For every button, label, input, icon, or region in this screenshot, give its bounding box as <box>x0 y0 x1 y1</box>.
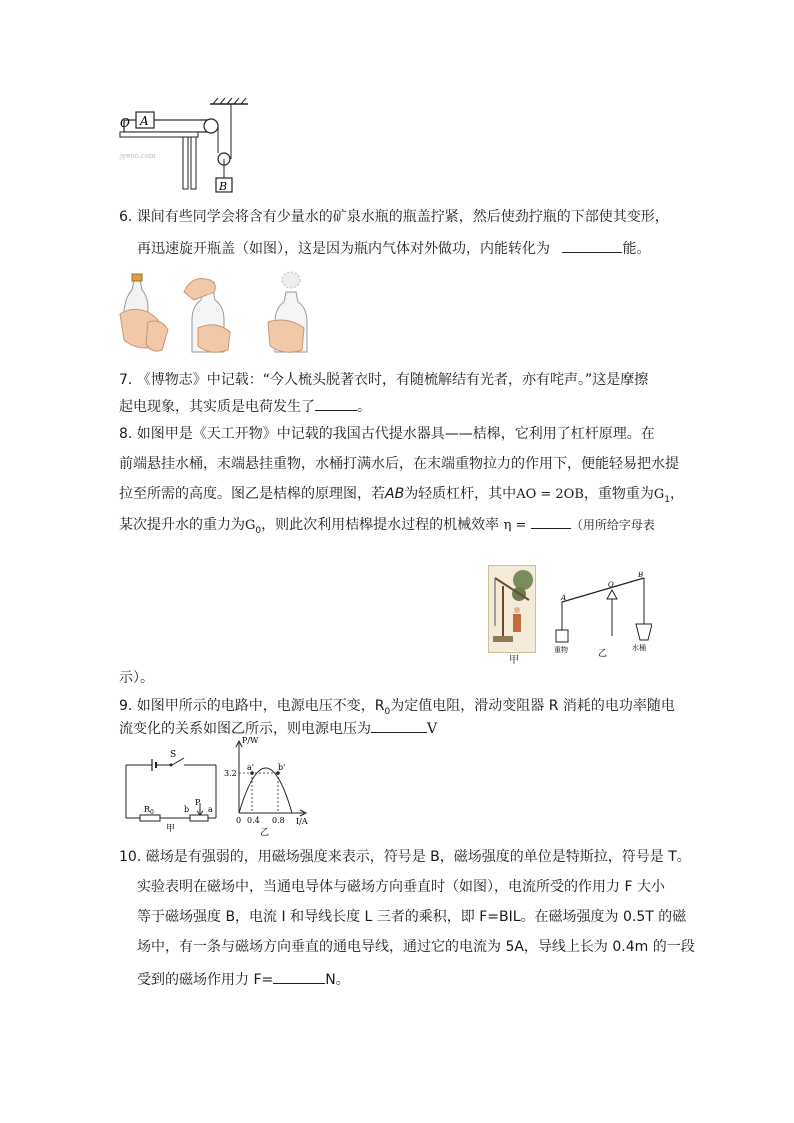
q7-line2 <box>119 396 371 417</box>
q10-answer-blank[interactable] <box>273 969 325 984</box>
q6-line2-text: 再迅速旋开瓶盖（如图），这是因为瓶内气体对外做功，内能转化为 <box>137 241 550 257</box>
q8-line3 <box>119 484 684 510</box>
q8-line4-d: ，则此次利用桔槔提水过程的机械效率 <box>261 517 500 533</box>
lever-diagram <box>552 572 652 660</box>
bucket-label: 水桶 <box>632 644 646 652</box>
q8-g0: G <box>245 518 256 533</box>
axis-i-label: I/A <box>296 817 308 826</box>
switch-label: S <box>170 750 177 760</box>
q8-g1-sub: 1 <box>664 494 670 505</box>
q8-g0-sub: 0 <box>255 525 262 536</box>
tick-0-8: 0.8 <box>272 816 285 825</box>
point-b-label: b <box>184 805 190 814</box>
power-current-graph <box>222 735 322 837</box>
q8-eta: η = <box>503 518 527 533</box>
q9-line1-b: 为定值电阻，滑动变阻器 R 消耗的电功率随电 <box>390 698 675 714</box>
point-b-prime: b' <box>278 763 286 772</box>
circuit-diagram <box>120 745 220 835</box>
q10-line1: 10. 磁场是有强弱的，用磁场强度来表示，符号是 B，磁场强度的单位是特斯拉，符号是 T。 <box>119 849 691 865</box>
q6-answer-blank[interactable] <box>562 238 622 253</box>
circuit-jia-label: 甲 <box>166 824 176 834</box>
tick-0-4: 0.4 <box>247 816 260 825</box>
q10-line2: 实验表明在磁场中，当通电导体与磁场方向垂直时（如图），电流所受的作用力 F 大小 <box>137 879 665 895</box>
r0-label: $R_0$ <box>144 805 154 816</box>
q10-line4: 场中，有一条与磁场方向垂直的通电导线，通过它的电流为 5A，导线上长为 0.4m 的一段 <box>137 939 695 955</box>
q8-line4-a: 某次提升水的重力为 <box>119 517 245 533</box>
q8-line5: 示）。 <box>119 670 154 686</box>
q6-line2 <box>137 238 650 259</box>
point-a-prime: a' <box>247 763 254 772</box>
q9-line2-a: 流变化的关系如图乙所示，则电源电压为 <box>119 721 371 737</box>
axis-p-label: P/W <box>242 736 259 745</box>
q7-line2-text: 起电现象，其实质是电荷发生了 <box>119 399 315 415</box>
lever-a-label: A <box>561 594 567 602</box>
q7-answer-blank[interactable] <box>315 396 357 411</box>
point-a-label: a <box>208 805 213 814</box>
q9-r0-sub: 0 <box>384 706 391 717</box>
bottle-illustrations <box>118 270 323 356</box>
q7-line2-end: 。 <box>357 399 371 415</box>
q8-line1: 8. 如图甲是《天工开物》中记载的我国古代提水器具——桔槔，它利用了杠杆原理。在 <box>119 426 655 442</box>
graph-yi-label: 乙 <box>260 828 270 837</box>
weight-label: 重物 <box>554 646 568 654</box>
q8-answer-blank[interactable] <box>531 514 571 529</box>
q10-line3: 等于磁场强度 B，电流 I 和导线长度 L 三者的乘积，即 F=BIL。在磁场强度为 0.5T 的磁 <box>137 909 687 925</box>
lever-o-label: O <box>608 581 614 589</box>
q8-line3-h: ， <box>670 486 684 502</box>
tick-3-2: 3.2 <box>224 769 237 778</box>
q7-line1: 7. 《博物志》中记载：“今人梳头脱著衣时，有随梳解结有光者，亦有咤声。”这是摩擦 <box>119 372 649 388</box>
well-sweep-illustration <box>488 565 536 653</box>
fig-jia-label: 甲 <box>509 655 519 666</box>
q8-line3-a: 拉至所需的高度。图乙是桔槔的原理图，若 <box>119 486 385 502</box>
q8-g1: G <box>653 487 665 502</box>
q8-line3-c: 为轻质杠杆，其中 <box>404 486 517 502</box>
lever-b-label: B <box>638 572 644 579</box>
q9-answer-blank[interactable] <box>371 718 427 733</box>
q8-line3-e: ，重物重为 <box>583 486 654 502</box>
watermark: jyeoo.com <box>120 152 156 160</box>
q9-unit: V <box>427 721 438 737</box>
q8-line4 <box>119 514 655 541</box>
tick-0: 0 <box>236 816 242 825</box>
q10-line5-b: N。 <box>325 972 350 988</box>
twisted-bottle-image <box>120 274 168 351</box>
pulley-figure <box>118 96 258 198</box>
q8-line2: 前端悬挂水桶，末端悬挂重物，水桶打满水后，在末端重物拉力的作用下，便能轻易把水提 <box>119 456 679 472</box>
fig-yi-label: 乙 <box>598 649 608 659</box>
mist-bottle-image <box>268 272 307 352</box>
q6-line2-end: 能。 <box>622 241 651 257</box>
q8-line3-ab: AB <box>385 486 405 502</box>
cap-opening-image <box>184 279 230 353</box>
q10-line5 <box>137 969 350 990</box>
block-b-label: B <box>219 180 228 193</box>
block-a-label: A <box>140 114 149 128</box>
q8-line3-ratio: AO = 2OB <box>516 487 584 502</box>
q8-line4-f: （用所给字母表 <box>570 518 655 532</box>
q6-line1: 6. 课间有些同学会将含有少量水的矿泉水瓶的瓶盖拧紧，然后使劲拧瓶的下部使其变形， <box>119 209 669 225</box>
q10-line5-a: 受到的磁场作用力 F= <box>137 972 274 988</box>
point-o-label: O <box>120 116 130 130</box>
q9-line1-a: 9. 如图甲所示的电路中，电源电压不变，R <box>119 698 385 714</box>
slider-p-label: P <box>195 798 201 807</box>
